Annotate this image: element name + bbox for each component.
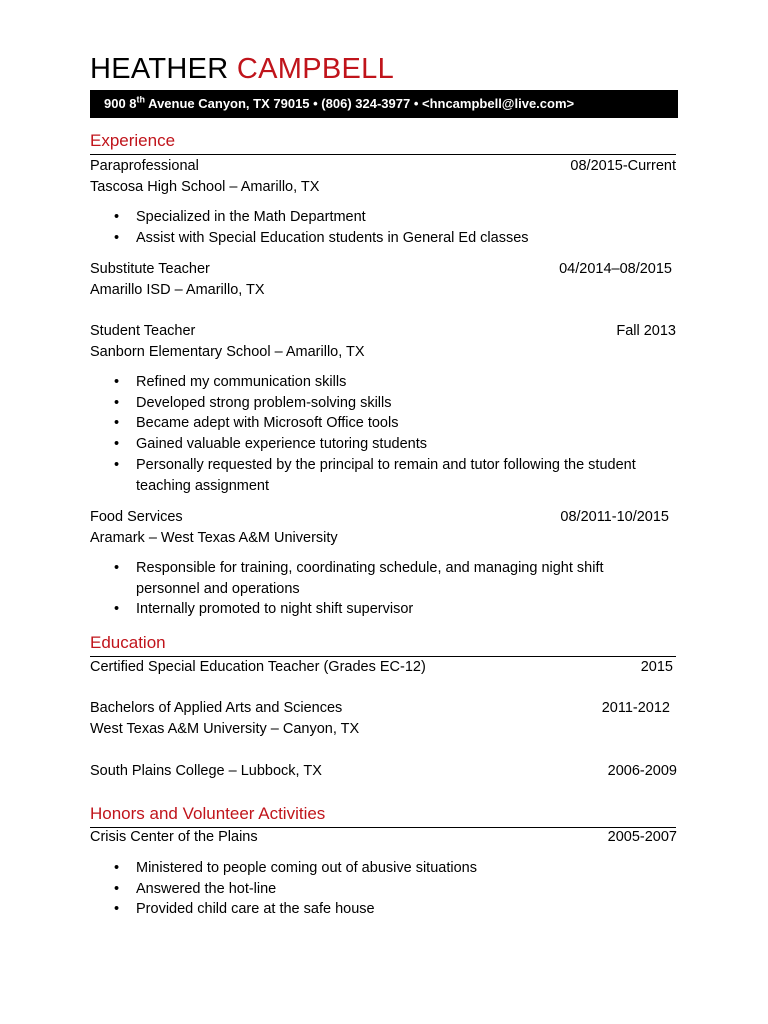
job-dates: 08/2011-10/2015	[560, 509, 669, 525]
job-org: Amarillo ISD – Amarillo, TX	[90, 282, 265, 298]
bullet-item: • Internally promoted to night shift supervisor	[90, 599, 650, 620]
experience-heading: Experience	[90, 130, 676, 155]
bullet-item: • Assist with Special Education students in General Ed classes	[90, 228, 678, 249]
education-name: South Plains College – Lubbock, TX	[90, 763, 322, 779]
bullet-item: • Refined my communication skills	[90, 372, 650, 393]
bullet-item: • Gained valuable experience tutoring students	[90, 434, 650, 455]
education-sub: West Texas A&M University – Canyon, TX	[90, 721, 360, 737]
honors-org: Crisis Center of the Plains	[90, 829, 258, 845]
bullet-item: • Specialized in the Math Department	[90, 207, 678, 228]
education-name: Bachelors of Applied Arts and Sciences	[90, 700, 343, 716]
job-role: Paraprofessional	[90, 158, 199, 174]
job-role: Substitute Teacher	[90, 261, 210, 277]
honors-dates: 2005-2007	[607, 829, 677, 845]
last-name: CAMPBELL	[236, 53, 395, 85]
first-name: HEATHER	[90, 53, 229, 85]
contact-superscript: th	[136, 94, 146, 105]
contact-suffix: Avenue Canyon, TX 79015 • (806) 324-3977 • <hncampbell@live.com>	[145, 96, 575, 111]
job-bullets	[90, 207, 678, 248]
job-org: Sanborn Elementary School – Amarillo, TX	[90, 344, 365, 360]
job-role: Food Services	[90, 509, 183, 525]
job-role: Student Teacher	[90, 323, 196, 339]
honors-heading: Honors and Volunteer Activities	[90, 803, 676, 828]
job-org: Aramark – West Texas A&M University	[90, 530, 338, 546]
education-name: Certified Special Education Teacher (Grades EC-12)	[90, 659, 426, 675]
job-dates: Fall 2013	[616, 323, 676, 339]
honors-bullets	[90, 858, 678, 920]
education-heading: Education	[90, 632, 676, 657]
bullet-item: • Personally requested by the principal to remain and tutor following the student teaching assignment	[90, 455, 650, 496]
job-bullets	[90, 372, 650, 496]
bullet-item: • Ministered to people coming out of abusive situations	[90, 858, 678, 879]
job-dates: 04/2014–08/2015	[559, 261, 672, 277]
education-dates: 2015	[640, 659, 673, 675]
job-org: Tascosa High School – Amarillo, TX	[90, 179, 320, 195]
bullet-item: • Became adept with Microsoft Office tools	[90, 413, 650, 434]
bullet-item: • Responsible for training, coordinating schedule, and managing night shift personnel and operations	[90, 558, 650, 599]
education-dates: 2011-2012	[601, 700, 670, 716]
education-dates: 2006-2009	[607, 763, 677, 779]
bullet-item: • Answered the hot-line	[90, 879, 678, 900]
bullet-item: • Provided child care at the safe house	[90, 899, 678, 920]
resume-name	[90, 50, 394, 88]
contact-bar	[90, 90, 678, 118]
bullet-item: • Developed strong problem-solving skills	[90, 393, 650, 414]
contact-prefix: 900 8	[104, 96, 137, 111]
job-dates: 08/2015-Current	[570, 158, 676, 174]
job-bullets	[90, 558, 650, 620]
